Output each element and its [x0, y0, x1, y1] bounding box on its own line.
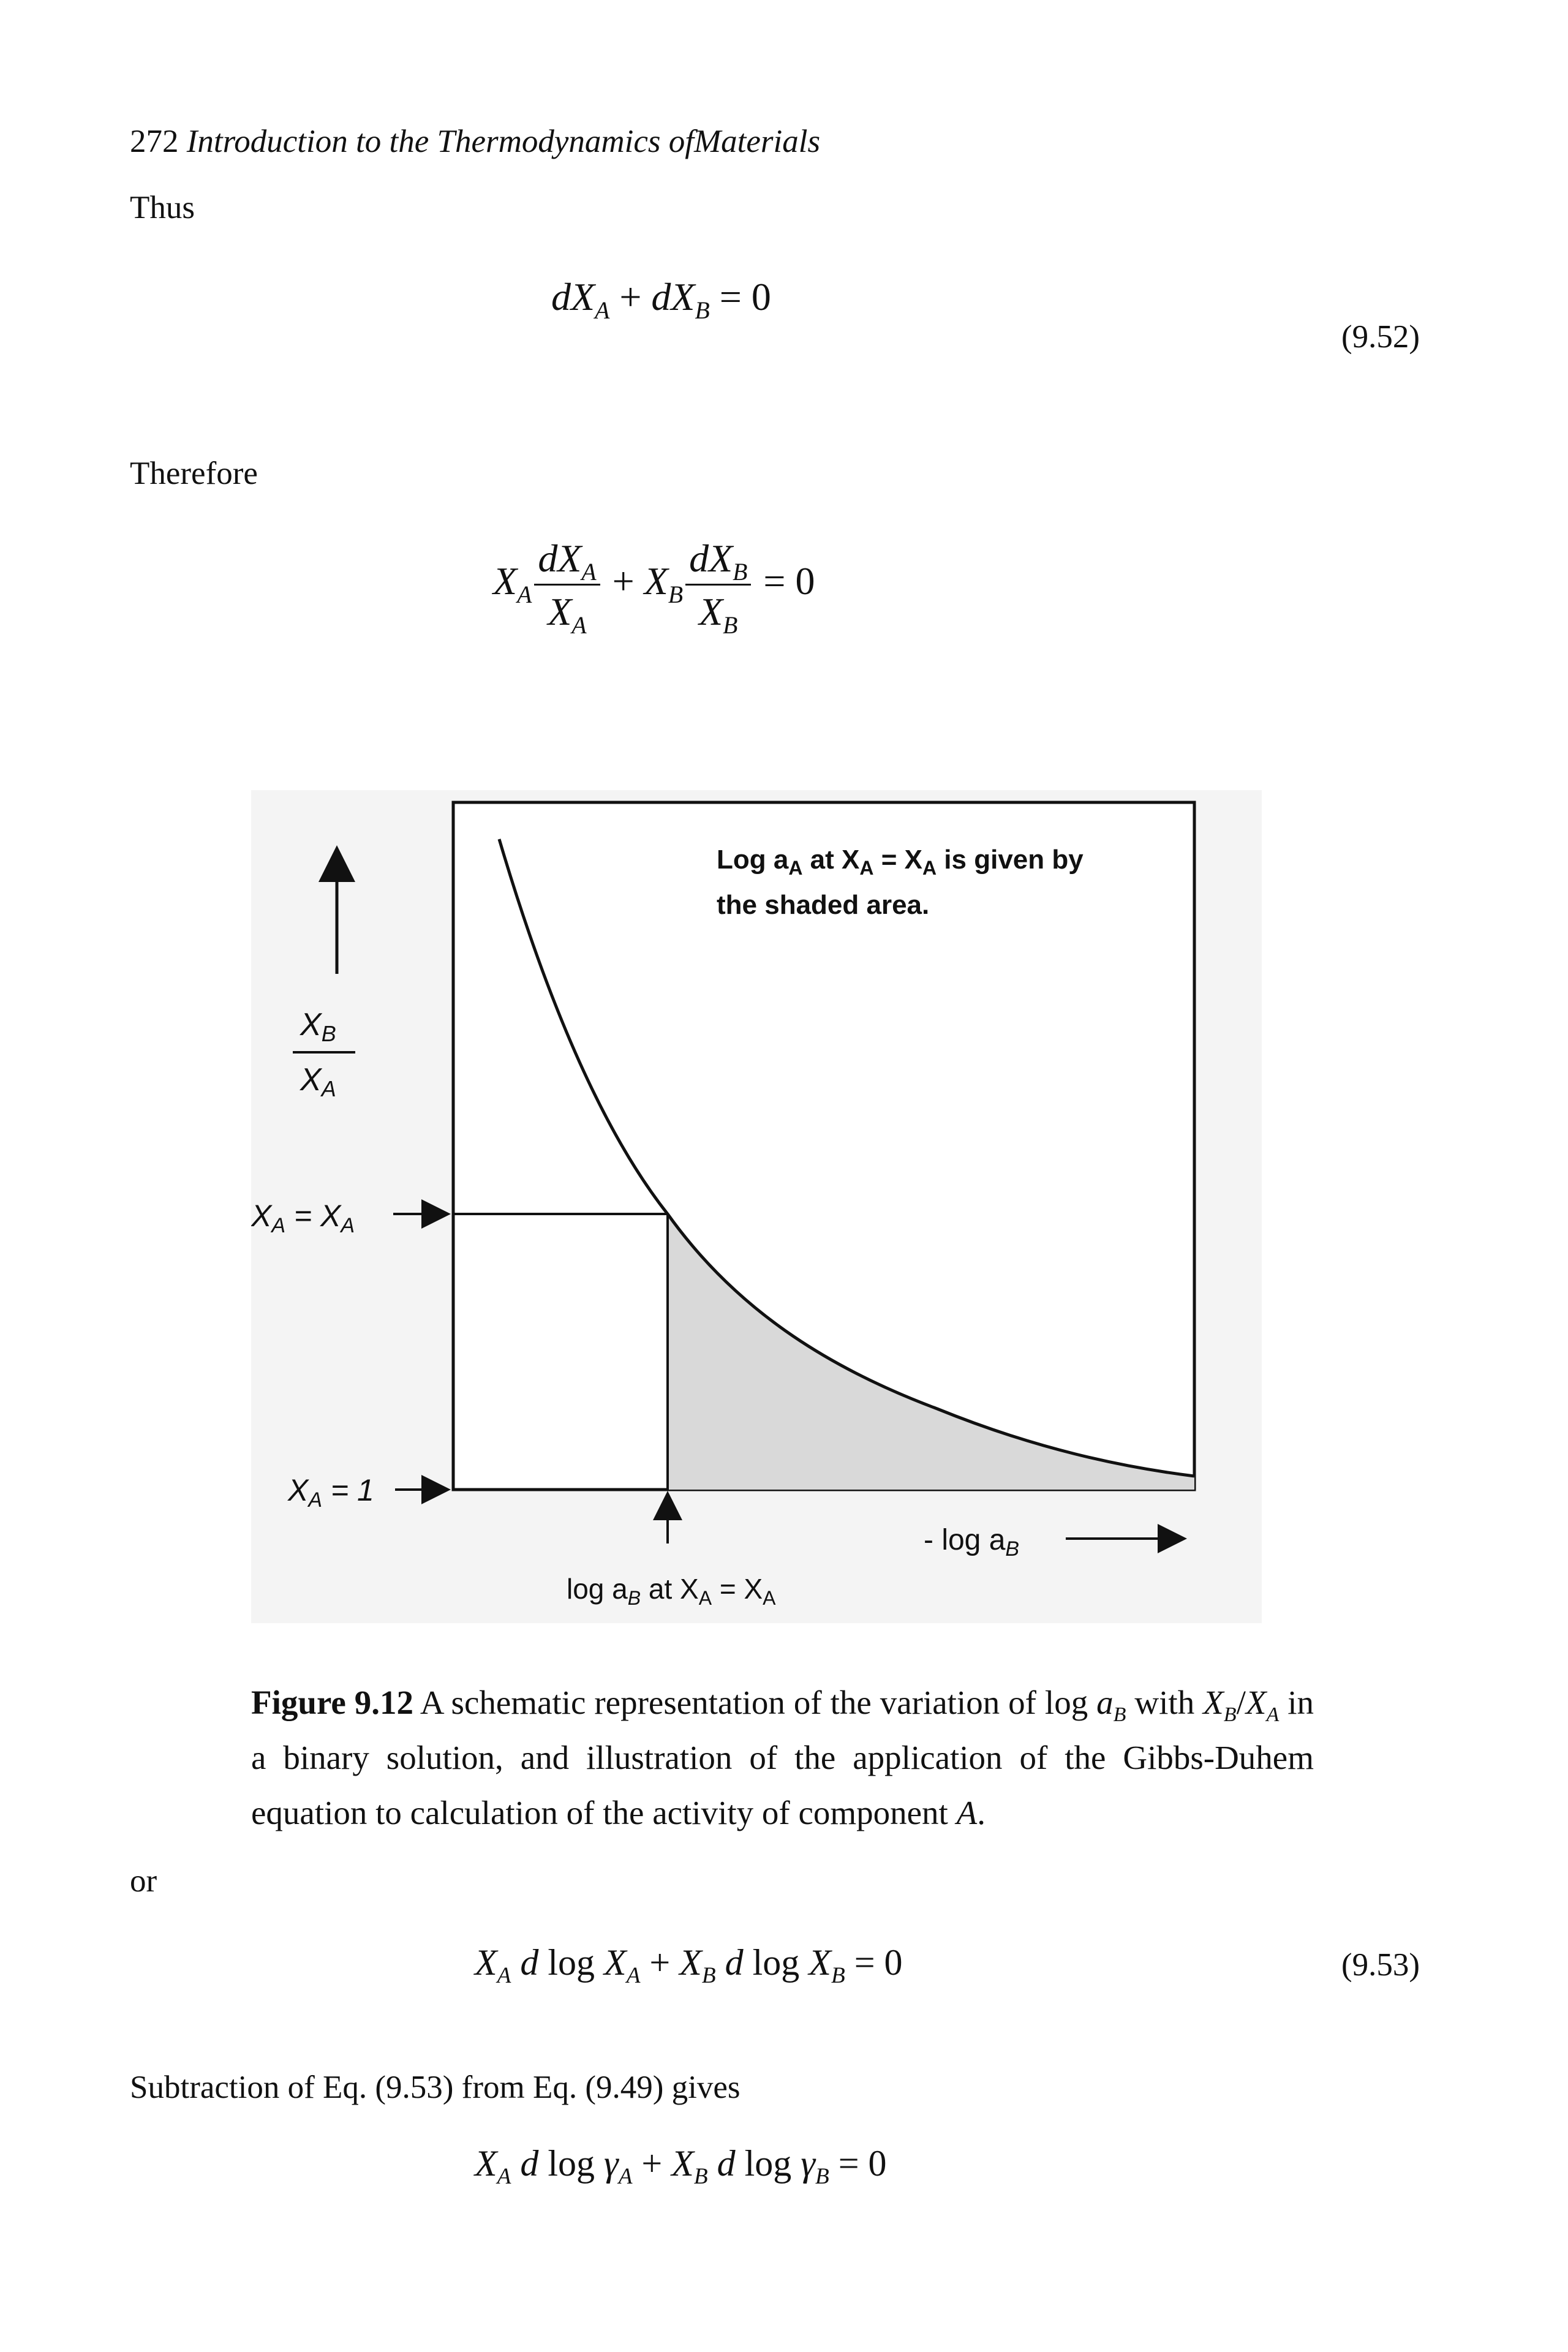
bottom-label: $\log a_B$ at $X_A = X_A$ — [567, 1573, 776, 1609]
fraction-b: $\frac{dX_B}{X_B}$ — [685, 536, 751, 635]
figure-svg — [251, 790, 1262, 1623]
marker-xa1-label: $X_A = 1$ — [288, 1473, 374, 1512]
figure-9-12 — [251, 790, 1262, 1623]
running-header — [130, 123, 820, 162]
paragraph-subtraction: Subtraction of Eq. (9.53) from Eq. (9.49) gives — [130, 2070, 741, 2105]
book-title: Introduction to the Thermodynamics ofMaterials — [186, 124, 821, 159]
annotation-line-2: the shaded area. — [717, 890, 930, 920]
equation-9-52: $dX_A + dX_B = 0$ — [551, 275, 771, 324]
annotation-line-1: Log $a_A$ at $X_A = X_A$ is given by — [717, 845, 1084, 879]
paragraph-therefore: Therefore — [130, 456, 258, 491]
equation-fraction: $X_A$ $\frac{dX_A}{X_A}$ + $X_B$ $\frac{dX_B}{X_B}$ = 0 — [493, 537, 815, 639]
paragraph-or: or — [130, 1863, 157, 1899]
marker-xa-label: $X_A = X_A$ — [251, 1199, 355, 1237]
x-axis-label: - $\log a_B$ — [924, 1524, 1020, 1561]
caption-label: Figure 9.12 — [251, 1684, 413, 1721]
equation-number-9-53: (9.53) — [1341, 1947, 1420, 1983]
y-label-denominator: XA — [300, 1062, 336, 1101]
figure-caption: Figure 9.12 A schematic representation of the variation of $\log a_B$ with $X_B/X_A$ in a binary solution, and illustration of the application of the Gibbs-Duhem equation to calculation of the activity of component A. — [251, 1684, 1314, 1831]
equation-gamma: $X_A$ d $\log \gamma_A + X_B$ d $\log \gamma_B = 0$ — [475, 2143, 887, 2190]
y-label-numerator: XB — [300, 1007, 336, 1046]
fraction-a: $\frac{dX_A}{X_A}$ — [534, 536, 600, 635]
page-number: 272 — [130, 124, 179, 159]
equation-number-9-52: (9.52) — [1341, 319, 1420, 355]
equation-9-53: $X_A$ d $\log X_A + X_B$ d $\log X_B = 0$ — [475, 1942, 903, 1989]
paragraph-thus: Thus — [130, 190, 195, 225]
